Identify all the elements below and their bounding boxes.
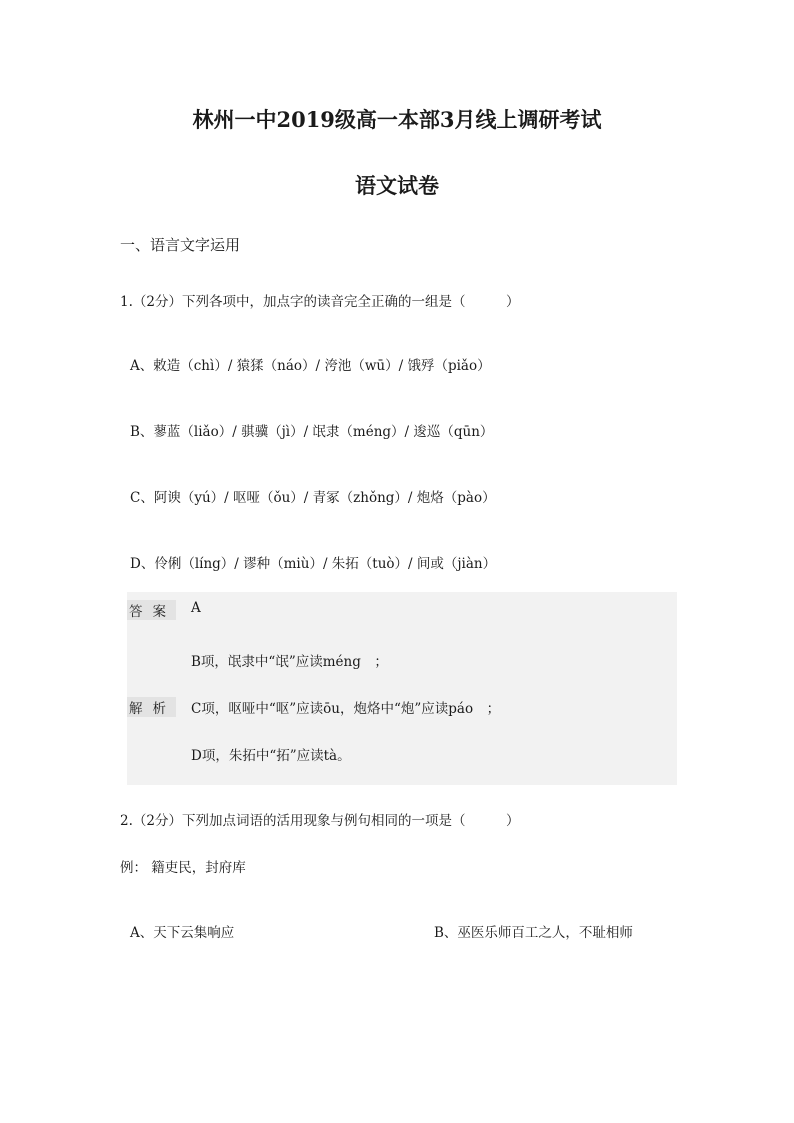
analysis-tag: 解析	[127, 697, 176, 717]
analysis-line-d: D项，朱拓中“拓”应读tà。	[191, 748, 351, 764]
question-1-stem: 1.（2分）下列各项中，加点字的读音完全正确的一组是（ ）	[120, 294, 520, 310]
answer-analysis-box	[127, 592, 677, 785]
answer-tag: 答案	[127, 600, 176, 620]
document-subtitle: 语文试卷	[355, 173, 439, 198]
question-2-option-b: B、巫医乐师百工之人，不耻相师	[434, 925, 633, 941]
question-2-option-a: A、天下云集响应	[130, 925, 235, 941]
answer-value: A	[191, 600, 201, 616]
analysis-line-b: B项，氓隶中“氓”应读méng ；	[191, 654, 388, 670]
question-1-option-a: A、敕造（chì）/ 猿猱（náo）/ 洿池（wū）/ 饿殍（piǎo）	[130, 358, 491, 374]
section-heading: 一、语言文字运用	[120, 236, 241, 254]
document-title: 林州一中2019级高一本部3月线上调研考试	[192, 107, 602, 132]
analysis-line-c: C项，呕哑中“呕”应读ōu，炮烙中“炮”应读páo ；	[191, 701, 501, 717]
question-1-option-d: D、伶俐（líng）/ 谬种（miù）/ 朱拓（tuò）/ 间或（jiàn）	[130, 556, 497, 572]
question-2-stem: 2.（2分）下列加点词语的活用现象与例句相同的一项是（ ）	[120, 813, 520, 829]
question-1-option-b: B、蓼蓝（liǎo）/ 骐骥（jì）/ 氓隶（méng）/ 逡巡（qūn）	[130, 424, 494, 440]
question-2-example: 例： 籍吏民，封府库	[120, 860, 246, 876]
question-1-option-c: C、阿谀（yú）/ 呕哑（ǒu）/ 青冢（zhǒng）/ 炮烙（pào）	[130, 490, 496, 506]
